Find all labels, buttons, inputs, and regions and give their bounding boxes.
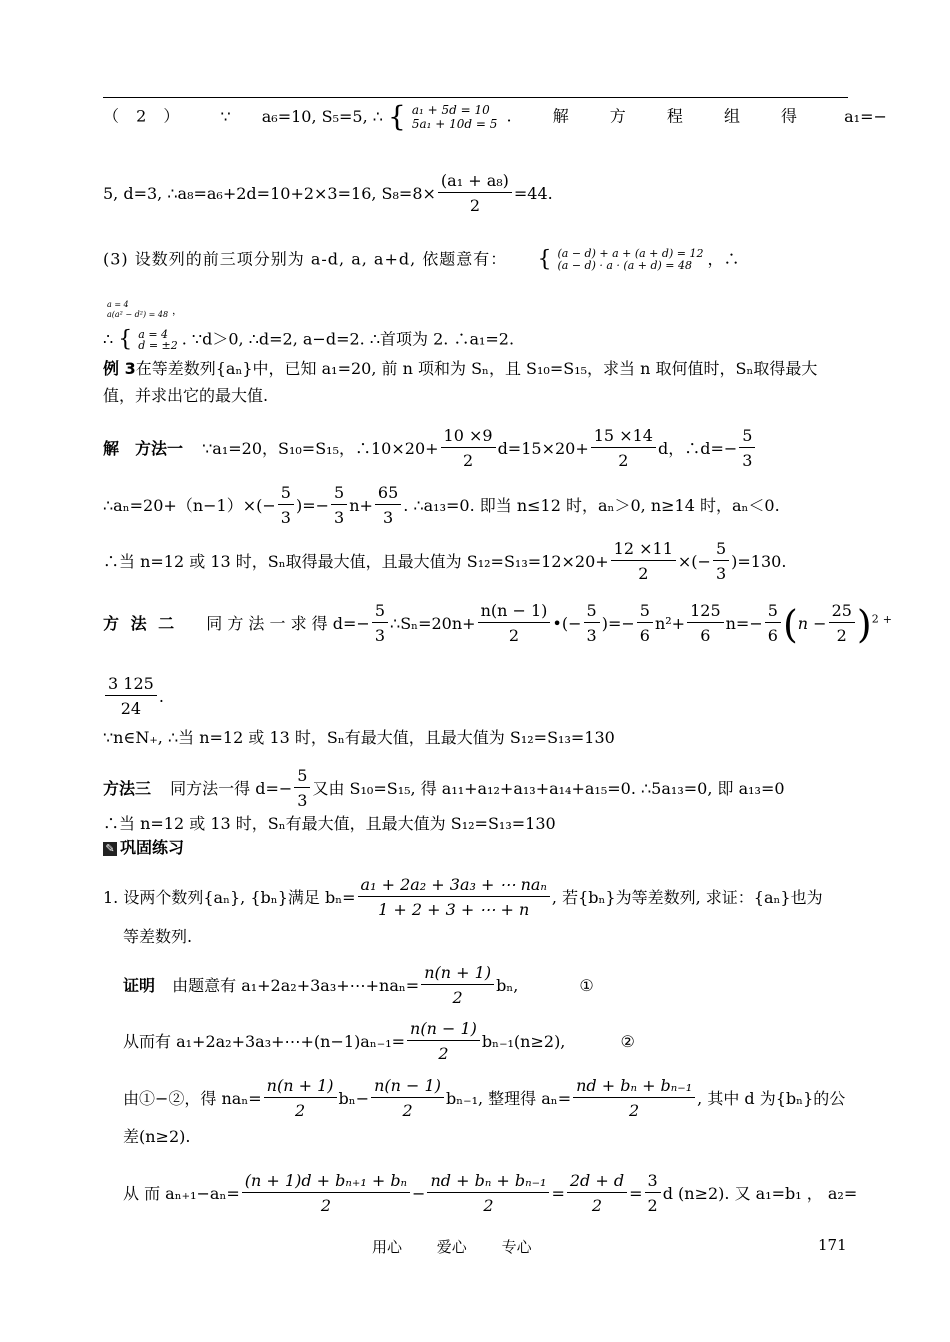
part-label: （ 2 ） [103, 106, 186, 126]
footer-motto [372, 1236, 532, 1257]
fraction: $\frac{\text{a₁ + 2a₂ + 3a₃ + ⋯ naₙ}}{1 + 2 + 3 + \cdots + n}$ [358, 874, 550, 923]
fraction: $\frac{10 \times 9}{2}$ [441, 425, 496, 474]
method2-line1 [103, 600, 892, 649]
therefore-symbol: ∴ [103, 329, 114, 349]
part3-line3 [103, 326, 514, 354]
method-label: 解 方法一 [103, 439, 184, 458]
example3-line1 [103, 358, 817, 380]
plus-sign: + [882, 612, 892, 626]
fraction: $\frac{n(n - 1)}{2}$ [407, 1018, 480, 1067]
fraction: $\frac{n(n + 1)}{2}$ [264, 1075, 337, 1124]
method1-line3 [103, 538, 786, 587]
fraction: $\frac{25}{2}$ [829, 600, 855, 649]
text: ， [172, 306, 183, 317]
pencil-icon: ✎ [103, 842, 117, 856]
text: 差(n≥2). [123, 1127, 191, 1146]
fraction: $\frac{3}{2}$ [645, 1170, 661, 1219]
equation-system: (a − d) + a + (a + d) = 12 (a − d) · a · (a + d) = 48 [557, 247, 704, 272]
fraction: $\frac{5}{3}$ [294, 765, 310, 814]
text: )=130. [731, 552, 787, 571]
motto-word: 专心 [501, 1238, 532, 1256]
fraction: $\frac{15 \times 14}{2}$ [591, 425, 656, 474]
method-label: 方法三 [103, 779, 152, 798]
text: ×(− [677, 552, 711, 571]
header-rule [103, 97, 848, 98]
fraction: $\frac{\text{nd + bₙ + bₙ₋₁}}{2}$ [573, 1075, 695, 1124]
text: ∴当 n=12 或 13 时，Sₙ取得最大值，且最大值为 S₁₂=S₁₃=12×20+ [103, 552, 609, 571]
text: 从而有 a₁+2a₂+3a₃+⋯+(n−1)aₙ₋₁= [123, 1032, 406, 1051]
text: bₙ₋₁, 整理得 aₙ= [445, 1089, 572, 1108]
equation-system: a = 4 d = ±2 [138, 328, 178, 352]
fraction: $\frac{5}{3}$ [739, 425, 755, 474]
fraction: $\frac{65}{3}$ [375, 482, 401, 531]
text: ∴当 n=12 或 13 时，Sₙ有最大值，且最大值为 S₁₂=S₁₃=130 [103, 814, 556, 833]
text: = [551, 1184, 565, 1203]
text: − [412, 1184, 426, 1203]
text: n=− [725, 614, 763, 633]
because-symbol: ∵ [220, 106, 231, 126]
right-paren: ) [856, 602, 872, 647]
fraction: $\frac{125}{6}$ [687, 600, 724, 649]
proof-line4 [123, 1126, 190, 1148]
fraction: $\frac{3 125}{24}$ [105, 673, 157, 722]
text: ∴aₙ=20+（n−1）×(− [103, 496, 276, 515]
fraction: $\frac{5}{3}$ [584, 600, 600, 649]
proof-line1 [123, 962, 594, 1011]
section-title: 巩固练习 [120, 838, 185, 857]
text: . ∴a₁₃=0. 即当 n≤12 时，aₙ＞0, n≥14 时，aₙ＜0. [403, 496, 780, 515]
circled-number: ① [579, 976, 594, 995]
fraction: $\frac{\text{nd + bₙ + bₙ₋₁}}{2}$ [427, 1170, 549, 1219]
text: ∵n∈N₊, ∴当 n=12 或 13 时，Sₙ有最大值，且最大值为 S₁₂=S₁₃=130 [103, 728, 615, 747]
text: 同 方 法 一 求 得 d=− [206, 614, 370, 633]
text: )=− [601, 614, 635, 633]
text: , 其中 d 为{bₙ}的公 [697, 1089, 846, 1108]
fraction: $\frac{5}{6}$ [765, 600, 781, 649]
method1-line1 [103, 425, 757, 474]
text: . [158, 687, 164, 706]
text: d=15×20+ [497, 439, 589, 458]
a1-text: a₁=− [844, 106, 887, 126]
text: 又由 S₁₀=S₁₅, 得 a₁₁+a₁₂+a₁₃+a₁₄+a₁₅=0. ∴5a₁₃=0, 即 a₁₃=0 [312, 779, 785, 798]
left-paren: ( [782, 602, 798, 647]
given-text: a₆=10, S₅=5, ∴ [261, 106, 383, 126]
fraction: $\frac{5}{3}$ [331, 482, 347, 531]
text: 值，并求出它的最大值. [103, 386, 269, 405]
text: = [629, 1184, 643, 1203]
text: 等差数列. [123, 927, 193, 946]
example3-line2 [103, 385, 268, 407]
fraction: $\frac{5}{6}$ [637, 600, 653, 649]
example-label: 例 3 [103, 359, 136, 378]
method2-line3 [103, 727, 615, 749]
text: 从 而 aₙ₊₁−aₙ= [123, 1184, 240, 1203]
fraction: $\frac{5}{3}$ [278, 482, 294, 531]
motto-word: 爱心 [436, 1238, 467, 1256]
text: ∴Sₙ=20n+ [390, 614, 476, 633]
text: bₙ− [338, 1089, 370, 1108]
page-number: 171 [818, 1236, 847, 1254]
text: d (n≥2). 又 a₁=b₁ ， a₂= [662, 1184, 858, 1203]
method1-line2 [103, 482, 780, 531]
motto-word: 用心 [372, 1238, 403, 1256]
fraction: $\frac{\text{(a₁ + a₈)}}{2}$ [438, 170, 512, 219]
left-brace: { [388, 100, 406, 133]
text: . ∵d＞0, ∴d=2, a−d=2. ∴首项为 2. ∴a₁=2. [181, 329, 515, 349]
fraction: $\frac{5}{3}$ [372, 600, 388, 649]
left-brace: { [537, 247, 552, 272]
text: 同方法一得 d=− [170, 779, 293, 798]
method2-line2 [103, 673, 164, 722]
fraction: $\frac{n(n - 1)}{2}$ [371, 1075, 444, 1124]
text: bₙ, [496, 976, 519, 995]
fraction: $\frac{n(n - 1)}{2}$ [478, 600, 551, 649]
text: )=− [295, 496, 330, 515]
text: n − [797, 614, 827, 633]
solve-text: . 解 方 程 组 得 [506, 106, 816, 126]
text: (3) 设数列的前三项分别为 a-d, a, a+d, 依题意有： [103, 249, 508, 269]
left-brace: { [118, 327, 133, 352]
fraction: $\frac{5}{3}$ [713, 538, 729, 587]
text: ，∴ [707, 249, 740, 269]
proof-line5 [123, 1170, 857, 1219]
method3-line1 [103, 765, 785, 814]
fraction: $\frac{2d + d}{2}$ [567, 1170, 627, 1219]
text: bₙ₋₁(n≥2), [481, 1032, 566, 1051]
proof-line3 [123, 1075, 845, 1124]
text: 5, d=3, ∴a₈=a₆+2d=10+2×3=16, S₈=8× [103, 184, 436, 203]
exponent: 2 [871, 612, 879, 626]
method-label: 方 法 二 [103, 614, 178, 633]
text: n+ [349, 496, 373, 515]
text: n²+ [654, 614, 686, 633]
text: 由①−②，得 naₙ= [123, 1089, 262, 1108]
text: =44. [513, 184, 553, 203]
text: 由题意有 a₁+2a₂+3a₃+⋯+naₙ= [172, 976, 420, 995]
text: •(− [552, 614, 582, 633]
fraction: $\frac{n(n + 1)}{2}$ [421, 962, 494, 1011]
part2-line2 [103, 170, 553, 219]
question1-line2 [123, 926, 192, 948]
method3-line2 [103, 813, 556, 835]
part3-small-system [103, 298, 182, 323]
proof-label: 证明 [123, 976, 156, 995]
text: , 若{bₙ}为等差数列, 求证：{aₙ}也为 [551, 888, 823, 907]
question1-line1 [103, 874, 823, 923]
part3-line1 [103, 246, 739, 274]
text: d，∴d=− [657, 439, 738, 458]
text: ∵a₁=20，S₁₀=S₁₅，∴10×20+ [202, 439, 439, 458]
proof-line2 [123, 1018, 635, 1067]
part2-line1 [103, 100, 887, 133]
equation-system: a = 4 a(a² − d²) = 48 [107, 299, 169, 319]
fraction: $\frac{\text{(n + 1)d + bₙ₊₁ + bₙ}}{2}$ [242, 1170, 410, 1219]
equation-system: a₁ + 5d = 10 5a₁ + 10d = 5 [411, 103, 498, 131]
text: 在等差数列{aₙ}中，已知 a₁=20, 前 n 项和为 Sₙ，且 S₁₀=S₁₅，求当 n 取何值时，Sₙ取得最大 [135, 359, 818, 378]
practice-heading [103, 837, 184, 859]
fraction: $\frac{12 \times 11}{2}$ [611, 538, 676, 587]
circled-number: ② [620, 1032, 635, 1051]
text: 1. 设两个数列{aₙ}, {bₙ}满足 bₙ= [103, 888, 356, 907]
